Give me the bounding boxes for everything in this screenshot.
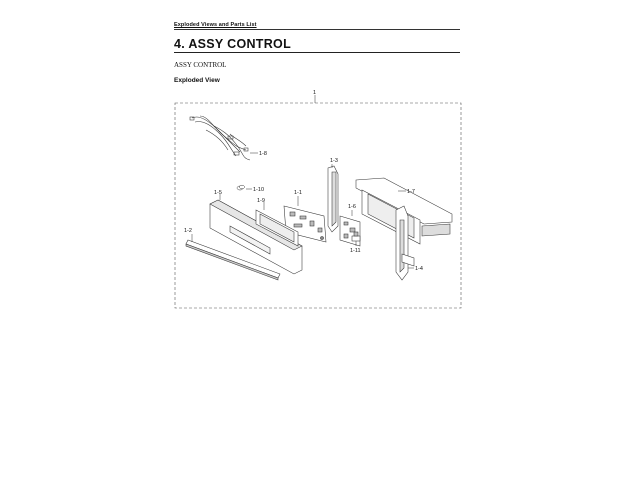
pcb-small: [340, 216, 360, 246]
callout-bracket-right: 1-4: [415, 266, 423, 272]
callout-knob: 1-10: [253, 187, 265, 193]
header-rule: [174, 29, 460, 30]
callout-panel-front: 1-5: [214, 190, 222, 196]
subtitle: ASSY CONTROL: [174, 61, 227, 69]
callout-pcb-small: 1-6: [348, 204, 356, 210]
callout-trim-bar: 1-2: [184, 228, 192, 234]
section-title: 4. ASSY CONTROL: [174, 37, 292, 51]
wire-harness: [190, 116, 250, 160]
running-header: Exploded Views and Parts List: [174, 22, 257, 28]
callout-window: 1-9: [257, 198, 265, 204]
knob: [237, 185, 245, 190]
callout-pcb-connector: 1-11: [350, 248, 361, 254]
callout-bracket-left: 1-3: [330, 158, 338, 164]
callout-wire-harness: 1-8: [259, 151, 267, 157]
callout-frame-right: 1-7: [407, 189, 415, 195]
title-rule: [174, 52, 460, 53]
exploded-view-heading: Exploded View: [174, 77, 220, 84]
callout-pcb-main: 1-1: [294, 190, 302, 196]
exploded-view-diagram: [170, 86, 466, 314]
bracket-left: [328, 166, 338, 232]
callout-assembly: 1: [313, 90, 317, 96]
